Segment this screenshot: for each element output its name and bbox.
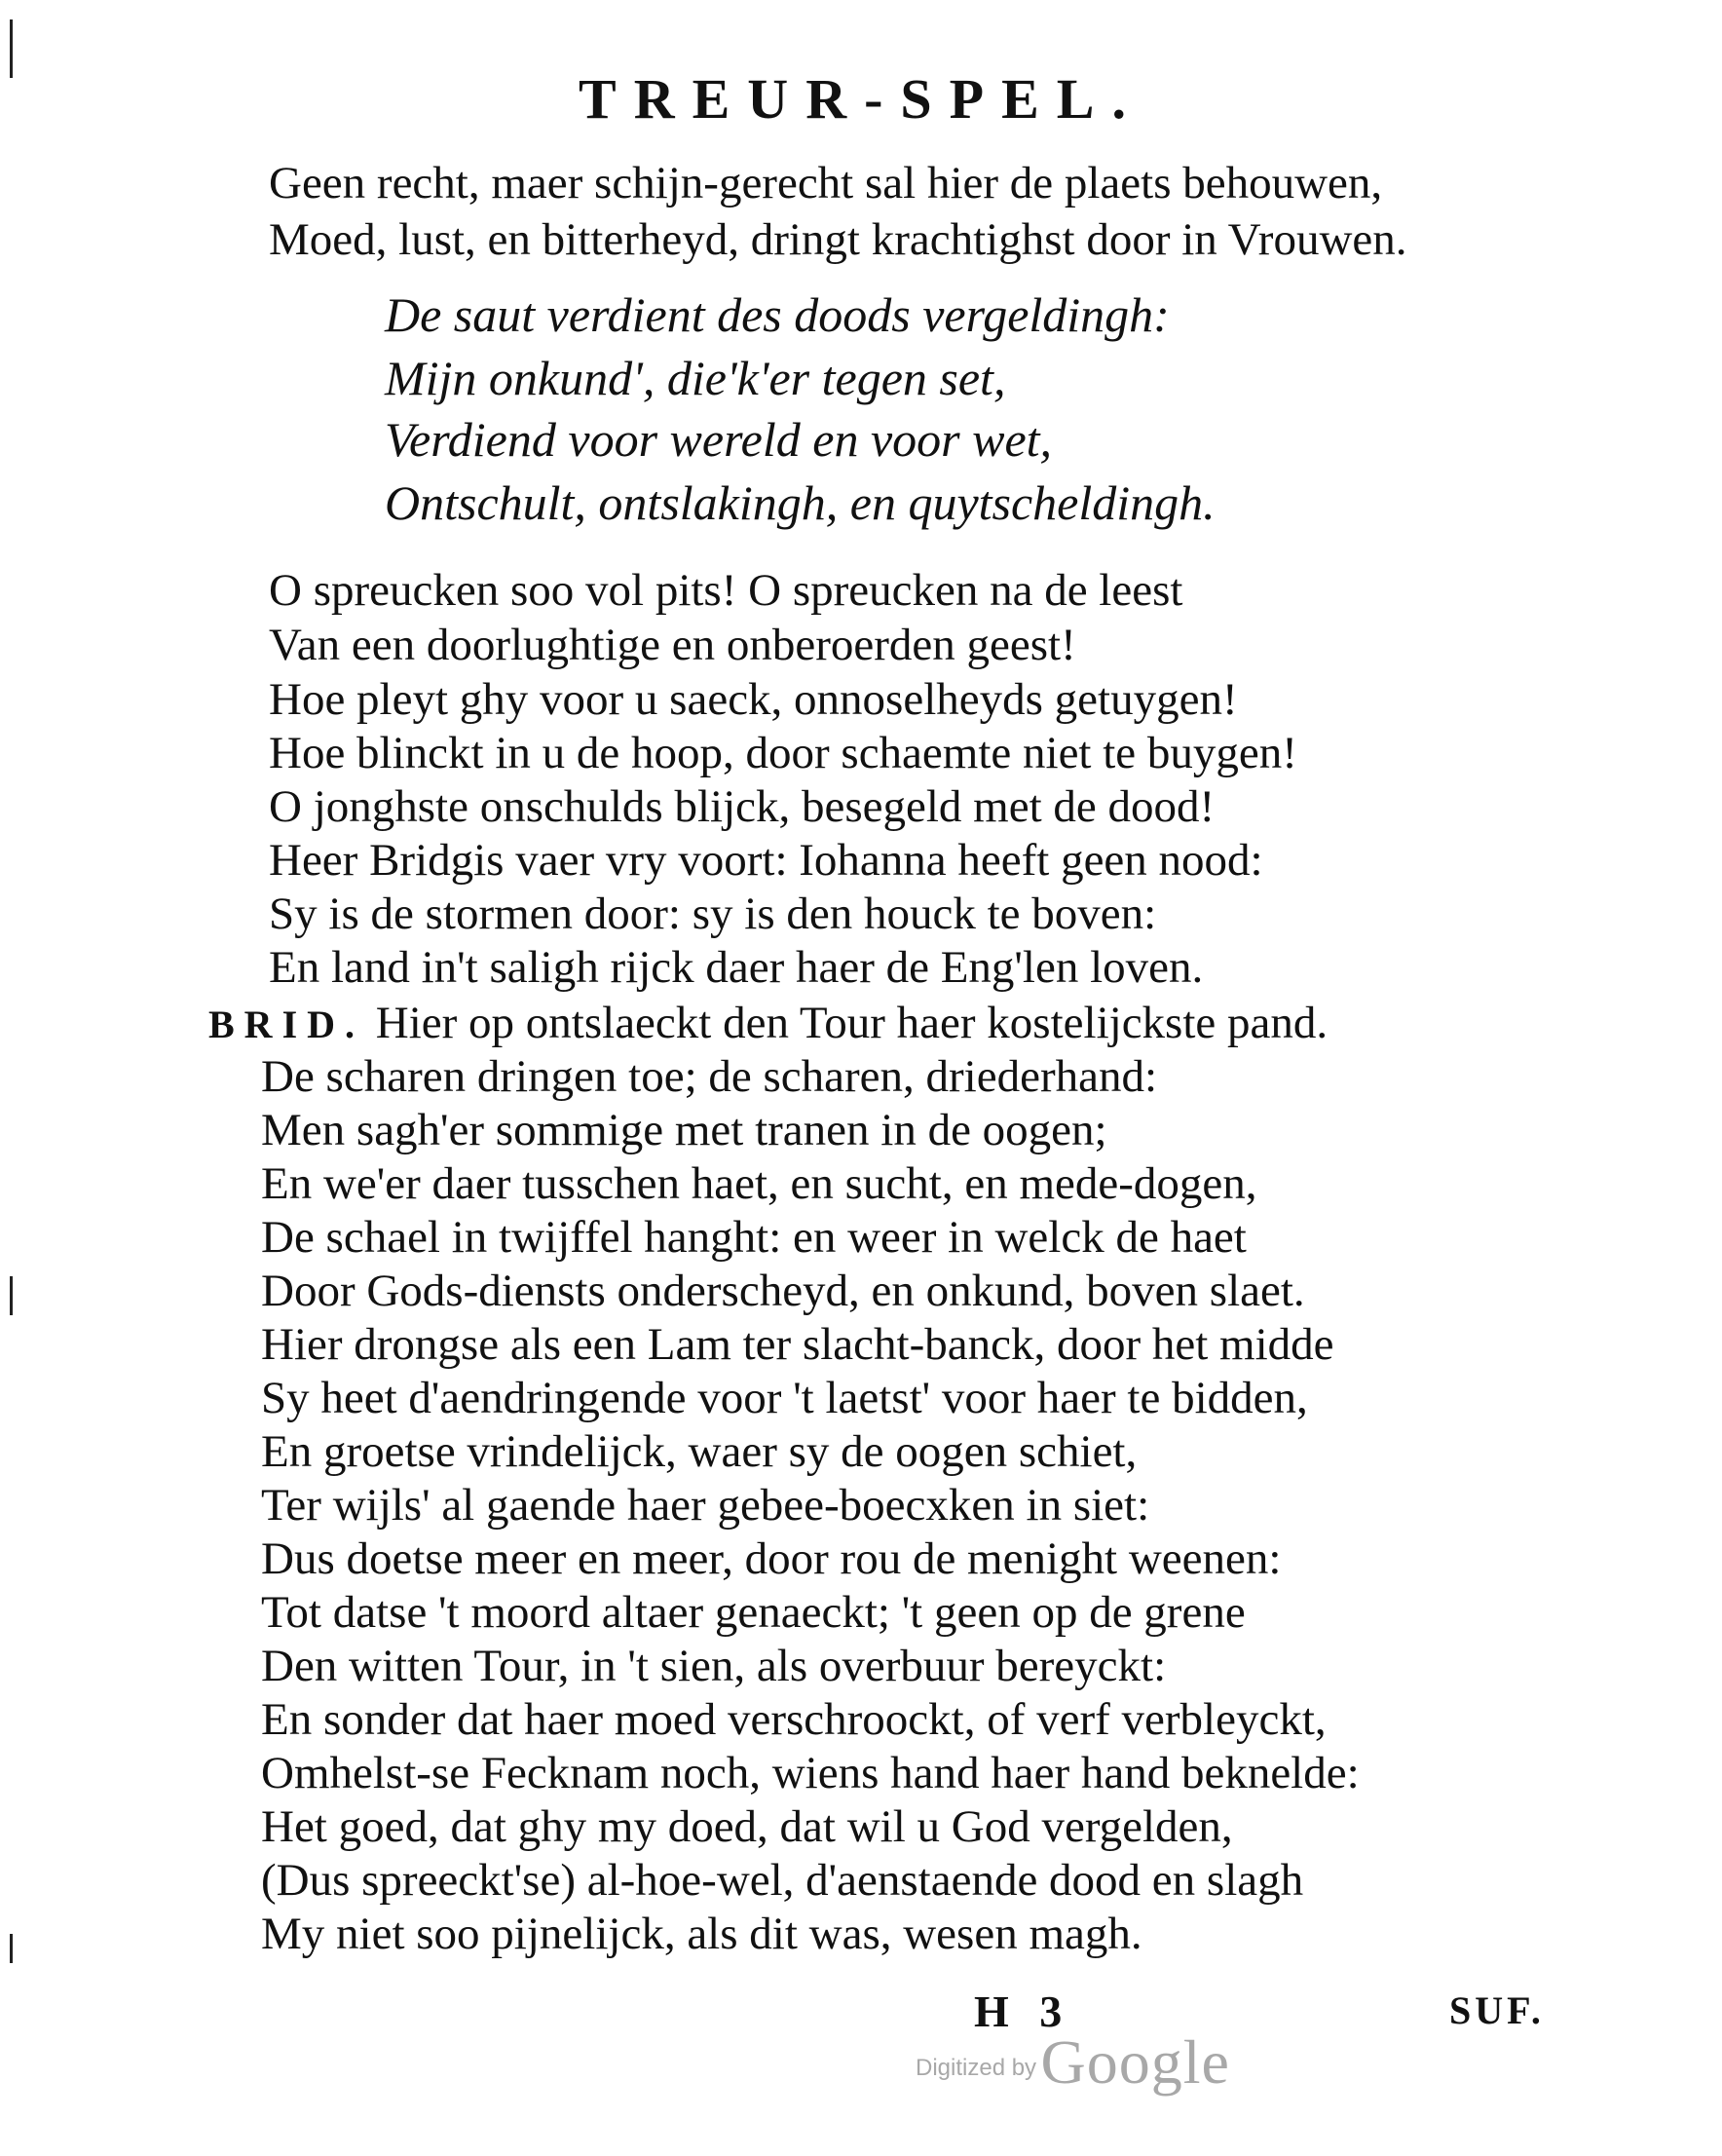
verse-line (261, 1639, 1166, 1693)
verse-line (261, 1103, 1107, 1157)
watermark-prefix: Digitized by (916, 2055, 1037, 2081)
verse-text: Den witten Tour, in 't sien, als overbuur bereyckt: (261, 1641, 1167, 1691)
verse-text: Verdiend voor wereld en voor wet, (385, 412, 1053, 467)
running-title: TREUR-SPEL. (579, 67, 1143, 131)
verse-line (269, 726, 1297, 780)
verse-line (261, 1210, 1247, 1265)
verse-text: Van een doorlughtige en onberoerden geest! (269, 620, 1076, 670)
verse-text: Men sagh'er sommige met tranen in de oogen; (261, 1105, 1107, 1155)
verse-text: Hier drongse als een Lam ter slacht-banck, door het midde (261, 1319, 1334, 1370)
page-edge-mark (10, 1934, 13, 1963)
verse-line (385, 287, 1170, 342)
verse-line (261, 1478, 1149, 1532)
verse-line (261, 1799, 1233, 1854)
verse-line (269, 672, 1238, 727)
verse-line (261, 1692, 1327, 1747)
verse-text: Mijn onkund', die'k'er tegen set, (385, 351, 1006, 405)
verse-text: En we'er daer tusschen haet, en sucht, en mede-dogen, (261, 1158, 1257, 1209)
verse-line (269, 833, 1263, 888)
verse-line (385, 351, 1005, 405)
verse-text: Moed, lust, en bitterheyd, dringt krachtighst door in Vrouwen. (269, 214, 1407, 265)
verse-line (261, 1853, 1303, 1908)
verse-line (208, 996, 1328, 1052)
verse-text: Hier op ontslaeckt den Tour haer kostelijckste pand. (375, 998, 1329, 1048)
verse-line (269, 563, 1182, 618)
verse-text: De saut verdient des doods vergeldingh: (385, 287, 1170, 342)
verse-text: Ter wijls' al gaende haer gebee-boecxken in siet: (261, 1480, 1150, 1531)
watermark-brand-logo: Google (1040, 2027, 1230, 2097)
verse-line (261, 1049, 1157, 1104)
verse-text: Dus doetse meer en meer, door rou de menight weenen: (261, 1533, 1282, 1584)
verse-text: En land in't saligh rijck daer haer de Eng'len loven. (269, 942, 1204, 993)
speaker-label: BRID. (208, 1002, 365, 1046)
verse-text: Heer Bridgis vaer vry voort: Iohanna heeft geen nood: (269, 835, 1263, 886)
verse-line (261, 1317, 1334, 1372)
verse-text: Door Gods-diensts onderscheyd, en onkund, boven slaet. (261, 1266, 1305, 1316)
verse-line (269, 940, 1203, 995)
verse-text: O jonghste onschulds blijck, besegeld met de dood! (269, 781, 1216, 832)
verse-text: Sy is de stormen door: sy is den houck te boven: (269, 889, 1157, 939)
verse-text: (Dus spreeckt'se) al-hoe-wel, d'aenstaende dood en slagh (261, 1855, 1304, 1906)
verse-line (261, 1264, 1305, 1318)
verse-text: De scharen dringen toe; de scharen, driederhand: (261, 1051, 1158, 1102)
verse-line (261, 1424, 1137, 1479)
verse-line (261, 1746, 1360, 1800)
verse-text: En sonder dat haer moed verschroockt, of verf verbleyckt, (261, 1694, 1327, 1745)
verse-line (261, 1532, 1281, 1586)
verse-text: O spreucken soo vol pits! O spreucken na de leest (269, 565, 1183, 616)
verse-text: Hoe blinckt in u de hoop, door schaemte niet te buygen! (269, 728, 1297, 778)
catchword: SUF. (1449, 1988, 1545, 2032)
verse-text: Ontschult, ontslakingh, en quytscheldingh. (385, 475, 1216, 530)
verse-text: De schael in twijffel hanght: en weer in welck de haet (261, 1212, 1247, 1263)
digitization-watermark (916, 2026, 1230, 2099)
verse-text: Omhelst-se Fecknam noch, wiens hand haer hand beknelde: (261, 1748, 1360, 1798)
verse-line (261, 1585, 1246, 1640)
verse-line (385, 475, 1216, 530)
verse-line (269, 887, 1156, 941)
verse-text: My niet soo pijnelijck, als dit was, wesen magh. (261, 1909, 1142, 1959)
verse-line (269, 156, 1382, 210)
verse-text: Het goed, dat ghy my doed, dat wil u God vergelden, (261, 1801, 1233, 1852)
verse-line (385, 412, 1052, 467)
verse-text: Geen recht, maer schijn-gerecht sal hier de plaets behouwen, (269, 158, 1383, 208)
verse-line (269, 212, 1407, 267)
signature-mark: H 3 (974, 1986, 1072, 2036)
verse-line (261, 1371, 1308, 1425)
verse-text: Hoe pleyt ghy voor u saeck, onnoselheyds getuygen! (269, 674, 1238, 725)
verse-line (269, 779, 1215, 834)
page-edge-mark (10, 1276, 13, 1315)
verse-text: Tot datse 't moord altaer genaeckt; 't geen op de grene (261, 1587, 1246, 1638)
verse-line (261, 1156, 1256, 1211)
verse-line (269, 618, 1076, 672)
verse-text: En groetse vrindelijck, waer sy de oogen schiet, (261, 1426, 1138, 1477)
verse-text: Sy heet d'aendringende voor 't laetst' voor haer te bidden, (261, 1373, 1308, 1423)
verse-line (261, 1907, 1142, 1961)
